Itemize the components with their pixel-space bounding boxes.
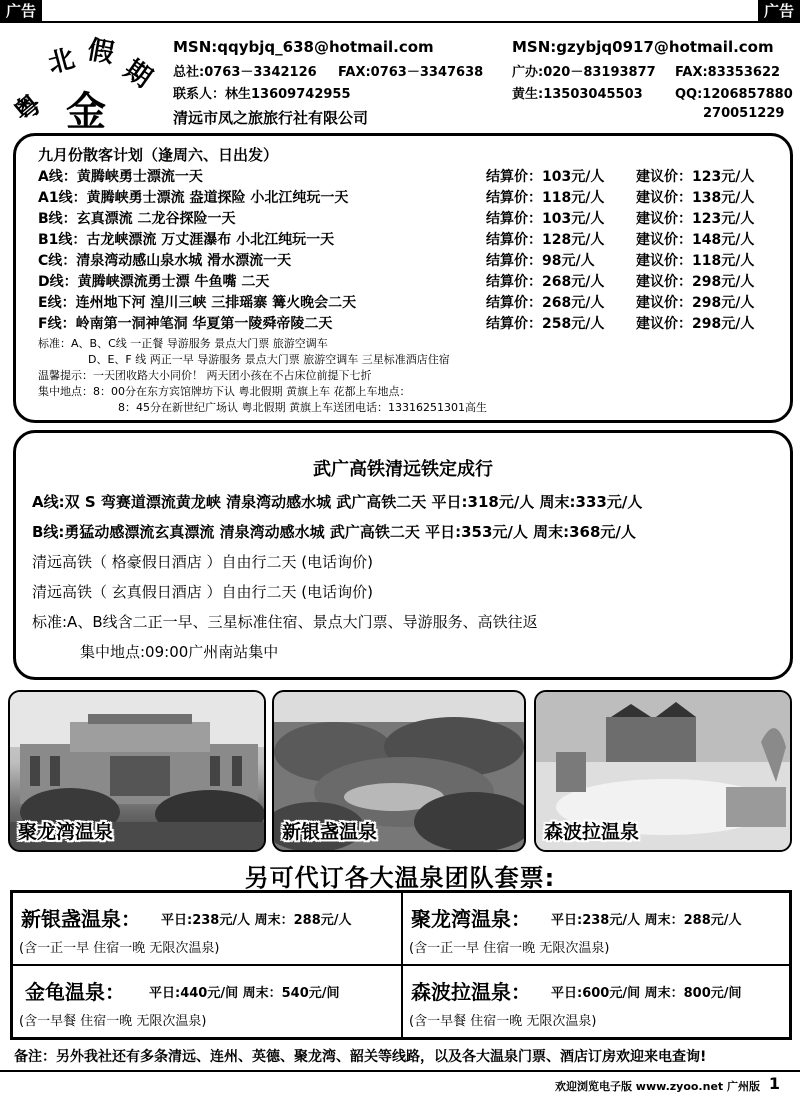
rail-line-b: B线:勇猛动感漂流玄真漂流 清泉湾动感水城 武广高铁二天 平日:353元/人 周末:368元/人: [32, 523, 636, 541]
photo-xinyinzhan: [272, 690, 526, 852]
spring-cell: [12, 892, 402, 965]
bottom-rule: [0, 1070, 800, 1072]
ad-tag-right: 广告: [758, 0, 800, 22]
settle-price: 结算价：118元/人: [486, 190, 605, 206]
rail-free-tour-2: 清远高铁（ 玄真假日酒店 ）自由行二天 (电话询价): [32, 583, 374, 601]
settle-price: 结算价：268元/人: [486, 295, 605, 311]
spring-price: 平日:238元/人 周末：288元/人: [551, 913, 742, 928]
suggest-price: 建议价：148元/人: [636, 232, 755, 248]
fax-head-office: FAX:0763－3347638: [338, 65, 484, 80]
spring-name: 森波拉温泉：: [411, 980, 531, 1004]
spring-name: 聚龙湾温泉：: [411, 907, 531, 931]
photo-senbola: [534, 690, 792, 852]
settle-price: 结算价：103元/人: [486, 169, 605, 185]
logo: [8, 30, 168, 130]
photo-caption: 聚龙湾温泉: [18, 821, 114, 843]
suggest-price: 建议价：298元/人: [636, 316, 755, 332]
tour-line: E线：连州地下河 湟川三峡 三排瑶寨 篝火晚会二天: [38, 295, 357, 311]
spring-inclusions: (含一早餐 住宿一晚 无限次温泉): [409, 1014, 597, 1029]
suggest-price: 建议价：118元/人: [636, 253, 755, 269]
logo-char-2: 北: [45, 43, 78, 80]
suggest-price: 建议价：298元/人: [636, 274, 755, 290]
spring-cell: [402, 965, 790, 1038]
tour-line: D线：黄腾峡漂流勇士漂 牛鱼嘴 二天: [38, 274, 270, 290]
rail-meeting-point: 集中地点:09:00广州南站集中: [80, 643, 279, 661]
tour-line: A1线：黄腾峡勇士漂流 盎道探险 小北江纯玩一天: [38, 190, 349, 206]
msn-1: MSN:qqybjq_638@hotmail.com: [173, 38, 434, 56]
msn-2: MSN:gzybjq0917@hotmail.com: [512, 38, 774, 56]
settle-price: 结算价：103元/人: [486, 211, 605, 227]
ad-tag-left: 广告: [0, 0, 42, 22]
rail-box: [13, 430, 793, 680]
spring-inclusions: (含一正一早 住宿一晚 无限次温泉): [409, 941, 610, 956]
logo-char-3: 假: [85, 35, 117, 70]
spring-name: 新银盏温泉：: [21, 907, 141, 931]
hot-spring-headline: 另可代订各大温泉团队套票:: [244, 864, 556, 892]
tour-meeting-note: 集中地点：8：00分在东方宾馆牌坊下认 粤北假期 黄旗上车 花都上车地点：: [38, 385, 411, 398]
suggest-price: 建议价：298元/人: [636, 295, 755, 311]
qq-number-2: 270051229: [703, 106, 785, 121]
spring-cell: [402, 892, 790, 965]
company-name: 清远市凤之旅旅行社有限公司: [173, 109, 369, 127]
tel-guangzhou-office: 广办:020－83193877: [512, 65, 656, 80]
tour-tip-note: 温馨提示：一天团收路大小同价！ 两天团小孩在不占床位前提下七折: [38, 369, 372, 382]
spring-price: 平日:238元/人 周末：288元/人: [161, 913, 352, 928]
logo-char-4: 期: [118, 54, 157, 94]
tour-line: C线：清泉湾动感山泉水城 滑水漂流一天: [38, 253, 292, 269]
spring-price: 平日:600元/间 周末：800元/间: [551, 986, 742, 1001]
rail-line-a: A线:双 S 弯赛道漂流黄龙峡 清泉湾动感水城 武广高铁二天 平日:318元/人 周末:333元/人: [32, 493, 643, 511]
qq-number: QQ:1206857880: [675, 87, 793, 102]
logo-char-1: 粤: [8, 89, 48, 129]
tour-standard-note-2: D、E、F 线 两正一早 导游服务 景点大门票 旅游空调车 三星标准酒店住宿: [88, 353, 450, 366]
spring-price: 平日:440元/间 周末：540元/间: [149, 986, 340, 1001]
tour-line: B1线：古龙峡漂流 万丈涯瀑布 小北江纯玩一天: [38, 232, 335, 248]
settle-price: 结算价：268元/人: [486, 274, 605, 290]
spring-name: 金龟温泉：: [25, 980, 125, 1004]
suggest-price: 建议价：123元/人: [636, 169, 755, 185]
settle-price: 结算价：258元/人: [486, 316, 605, 332]
spring-inclusions: (含一早餐 住宿一晚 无限次温泉): [19, 1014, 207, 1029]
contact-person-lin: 联系人：林生13609742955: [173, 87, 351, 102]
tour-plan-box: [13, 133, 793, 423]
spring-cell: [12, 965, 402, 1038]
photo-julongwan: [8, 690, 266, 852]
settle-price: 结算价：128元/人: [486, 232, 605, 248]
remark-note: 备注：另外我社还有多条清远、连州、英德、聚龙湾、韶关等线路，以及各大温泉门票、酒店订房欢迎来电查询!: [14, 1049, 707, 1065]
tour-standard-note: 标准：A、B、C线 一正餐 导游服务 景点大门票 旅游空调车: [38, 337, 328, 350]
logo-center: 金: [66, 88, 106, 130]
footer-text: 欢迎浏览电子版 www.zyoo.net 广州版: [554, 1080, 760, 1093]
tour-meeting-note-2: 8：45分在新世纪广场认 粤北假期 黄旗上车送团电话：13316251301高生: [118, 401, 487, 414]
rail-title: 武广高铁清远铁定成行: [313, 459, 493, 480]
tel-head-office: 总社:0763－3342126: [173, 65, 317, 80]
top-rule: [0, 21, 800, 23]
photo-caption: 森波拉温泉: [544, 821, 640, 843]
tour-plan-title: 九月份散客计划（逢周六、日出发）: [38, 146, 279, 164]
tour-line: A线：黄腾峡勇士漂流一天: [38, 169, 203, 185]
rail-free-tour-1: 清远高铁（ 格豪假日酒店 ）自由行二天 (电话询价): [32, 553, 374, 571]
hot-spring-grid: [10, 890, 792, 1040]
spring-inclusions: (含一正一早 住宿一晚 无限次温泉): [19, 941, 220, 956]
fax-guangzhou-office: FAX:83353622: [675, 65, 781, 80]
settle-price: 结算价：98元/人: [486, 253, 595, 269]
tour-line: F线：岭南第一洞神笔洞 华夏第一陵舜帝陵二天: [38, 316, 333, 332]
photo-caption: 新银盏温泉: [282, 821, 378, 843]
page-number: 1: [768, 1074, 780, 1093]
suggest-price: 建议价：138元/人: [636, 190, 755, 206]
rail-standard: 标准:A、B线含二正一早、三星标准住宿、景点大门票、导游服务、高铁往返: [32, 613, 538, 631]
tour-line: B线：玄真漂流 二龙谷探险一天: [38, 211, 236, 227]
suggest-price: 建议价：123元/人: [636, 211, 755, 227]
contact-person-huang: 黄生:13503045503: [512, 87, 643, 102]
